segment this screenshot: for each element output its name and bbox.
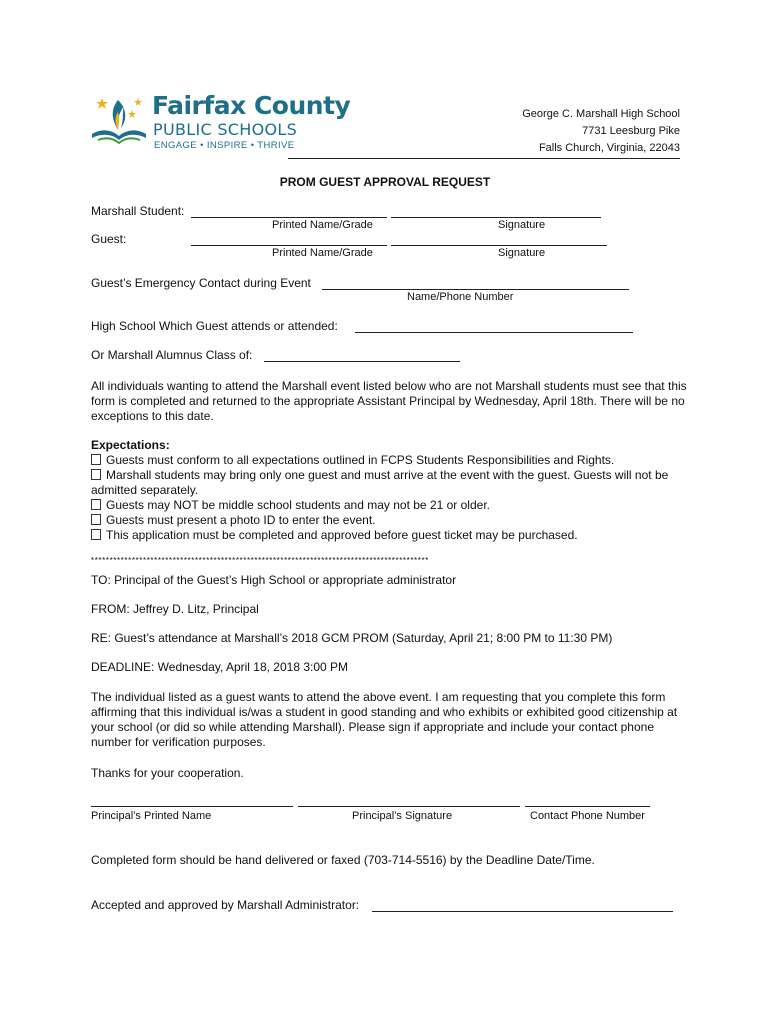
emergency-caption: Name/Phone Number	[407, 291, 514, 303]
high-school-line[interactable]	[355, 332, 633, 333]
guest-name-line[interactable]	[191, 245, 387, 246]
address-line2: 7731 Leesburg Pike	[582, 125, 680, 137]
emergency-contact-line[interactable]	[322, 289, 629, 290]
expectation-item: Guests must present a photo ID to enter the event.	[91, 513, 691, 528]
guest-signature-line[interactable]	[391, 245, 607, 246]
memo-re: RE: Guest’s attendance at Marshall’s 2018 GCM PROM (Saturday, April 21; 8:00 PM to 11:30 PM)	[91, 631, 613, 645]
memo-to: TO: Principal of the Guest’s High School or appropriate administrator	[91, 573, 457, 587]
address-line3: Falls Church, Virginia, 22043	[538, 142, 680, 154]
asterisk-separator: *******************************************************************************************	[91, 556, 429, 565]
memo-from: FROM: Jeffrey D. Litz, Principal	[91, 602, 259, 616]
completed-instruction: Completed form should be hand delivered or faxed (703-714-5516) by the Deadline Date/Time.	[91, 853, 595, 867]
header-divider	[288, 158, 680, 159]
expectations-list	[91, 453, 691, 543]
alumnus-label: Or Marshall Alumnus Class of:	[91, 348, 253, 362]
accepted-label: Accepted and approved by Marshall Administrator:	[91, 898, 360, 912]
contact-phone-caption: Contact Phone Number	[530, 810, 645, 822]
student-label: Marshall Student:	[91, 204, 185, 218]
bullet-box-icon	[91, 469, 101, 480]
principal-signature-line[interactable]	[298, 806, 520, 807]
bullet-box-icon	[91, 499, 101, 510]
administrator-approval-line[interactable]	[372, 911, 673, 912]
contact-phone-line[interactable]	[525, 806, 650, 807]
school-address	[522, 106, 680, 157]
request-paragraph: The individual listed as a guest wants to attend the above event. I am requesting that you complete this form affirming that this individual is/was a student in good standing and who exhibits or exhibited good citizenship at your school (or did so while attending Marshall). Please sign if appropriate and include your contact phone number for verification purposes.	[91, 690, 678, 749]
bullet-box-icon	[91, 514, 101, 525]
fcps-logo	[88, 90, 351, 155]
principal-name-line[interactable]	[91, 806, 293, 807]
guest-label: Guest:	[91, 232, 127, 246]
expectation-item: Guests may NOT be middle school students and may not be 21 or older.	[91, 498, 691, 513]
address-line1: George C. Marshall High School	[522, 108, 680, 120]
memo-deadline: DEADLINE: Wednesday, April 18, 2018 3:00 PM	[91, 660, 349, 674]
bullet-box-icon	[91, 529, 101, 540]
alumnus-class-line[interactable]	[264, 361, 460, 362]
bullet-box-icon	[91, 454, 101, 465]
expectation-item: This application must be completed and approved before guest ticket may be purchased.	[91, 528, 691, 543]
high-school-label: High School Which Guest attends or attended:	[91, 319, 338, 333]
logo-tagline: ENGAGE • INSPIRE • THRIVE	[154, 140, 295, 151]
torch-book-icon	[88, 90, 150, 152]
guest-signature-caption: Signature	[498, 247, 546, 259]
expectation-item: Guests must conform to all expectations outlined in FCPS Students Responsibilities and Rights.	[91, 453, 691, 468]
emergency-label: Guest’s Emergency Contact during Event	[91, 276, 311, 290]
guest-name-caption: Printed Name/Grade	[272, 247, 373, 259]
principal-name-caption: Principal’s Printed Name	[91, 810, 212, 822]
intro-paragraph: All individuals wanting to attend the Marshall event listed below who are not Marshall students must see that this form is completed and returned to the appropriate Assistant Principal by Wednesday, April 18th. There will be no exceptions to this date.	[91, 379, 687, 423]
logo-line2: PUBLIC SCHOOLS	[153, 120, 298, 139]
principal-signature-caption: Principal’s Signature	[352, 810, 453, 822]
thanks-text: Thanks for your cooperation.	[91, 766, 244, 780]
student-name-line[interactable]	[191, 217, 387, 218]
expectation-item: Marshall students may bring only one guest and must arrive at the event with the guest. Guests will not be admitted separately.	[91, 468, 669, 497]
expectations-heading: Expectations:	[91, 438, 170, 452]
student-name-caption: Printed Name/Grade	[272, 219, 373, 231]
student-signature-caption: Signature	[498, 219, 546, 231]
logo-line1: Fairfax County	[152, 91, 351, 120]
student-signature-line[interactable]	[391, 217, 601, 218]
form-title: PROM GUEST APPROVAL REQUEST	[279, 175, 491, 189]
